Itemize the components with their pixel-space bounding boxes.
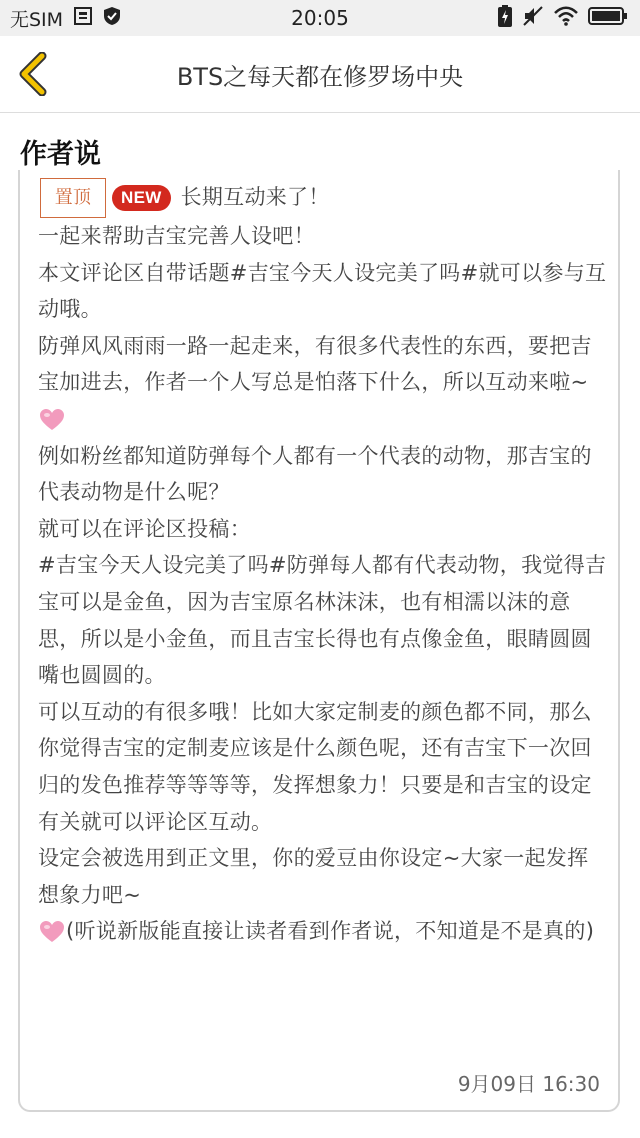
note-paragraph: 长期互动来了！ xyxy=(180,185,330,209)
battery-saver-icon xyxy=(498,5,512,31)
pinned-tag: 置顶 xyxy=(40,178,106,218)
new-badge: NEW xyxy=(112,185,171,211)
status-right xyxy=(498,0,628,36)
heart-icon xyxy=(38,408,66,432)
note-first-line xyxy=(38,178,608,218)
section-title: 作者说 xyxy=(20,139,101,170)
nav-bar xyxy=(0,36,640,113)
clock: 20:05 xyxy=(291,6,349,30)
note-paragraph: 设定会被选用到正文里，你的爱豆由你设定~大家一起发挥想象力吧~ xyxy=(38,846,589,907)
heart-icon xyxy=(38,920,66,944)
note-timestamp: 9月09日 16:30 xyxy=(457,1072,600,1096)
page-title: BTS之每天都在修罗场中央 xyxy=(176,62,464,91)
note-paragraph: 就可以在评论区投稿： xyxy=(38,516,251,541)
back-button[interactable] xyxy=(12,50,56,98)
note-paragraph: 例如粉丝都知道防弹每个人都有一个代表的动物，那吉宝的代表动物是什么呢？ xyxy=(38,443,592,505)
note-body xyxy=(38,178,608,950)
note-paragraph: 一起来帮助吉宝完善人设吧！ xyxy=(38,224,315,248)
note-paragraph: 可以互动的有很多哦！比如大家定制麦的颜色都不同，那么你觉得吉宝的定制麦应该是什么颜色呢，还有吉宝下一次回归的发色推荐等等等等，发挥想象力！只要是和吉宝的设定有关就可以评论区互动。 xyxy=(38,699,592,834)
note-paragraph: 本文评论区自带话题#吉宝今天人设完美了吗#就可以参与互动哦。 xyxy=(38,260,607,322)
status-bar xyxy=(0,0,640,36)
note-paragraph: (听说新版能直接让读者看到作者说，不知道是不是真的) xyxy=(66,919,595,944)
chevron-left-icon xyxy=(16,52,52,96)
mute-icon xyxy=(522,5,544,31)
wifi-icon xyxy=(554,6,578,30)
battery-icon xyxy=(588,6,628,30)
note-paragraph: #吉宝今天人设完美了吗#防弹每人都有代表动物，我觉得吉宝可以是金鱼，因为吉宝原名林沫沫，也有相濡以沫的意思，所以是小金鱼，而且吉宝长得也有点像金鱼，眼睛圆圆嘴也圆圆的。 xyxy=(38,553,607,688)
carrier-label: 无SIM xyxy=(10,8,64,31)
author-note-card xyxy=(18,170,620,1112)
note-last-line xyxy=(38,913,608,950)
note-paragraph: 防弹风风雨雨一路一起走来，有很多代表性的东西，要把吉宝加进去，作者一个人写总是怕落下什么，所以互动来啦~ xyxy=(38,333,592,395)
note-paragraph-with-heart xyxy=(38,328,608,438)
